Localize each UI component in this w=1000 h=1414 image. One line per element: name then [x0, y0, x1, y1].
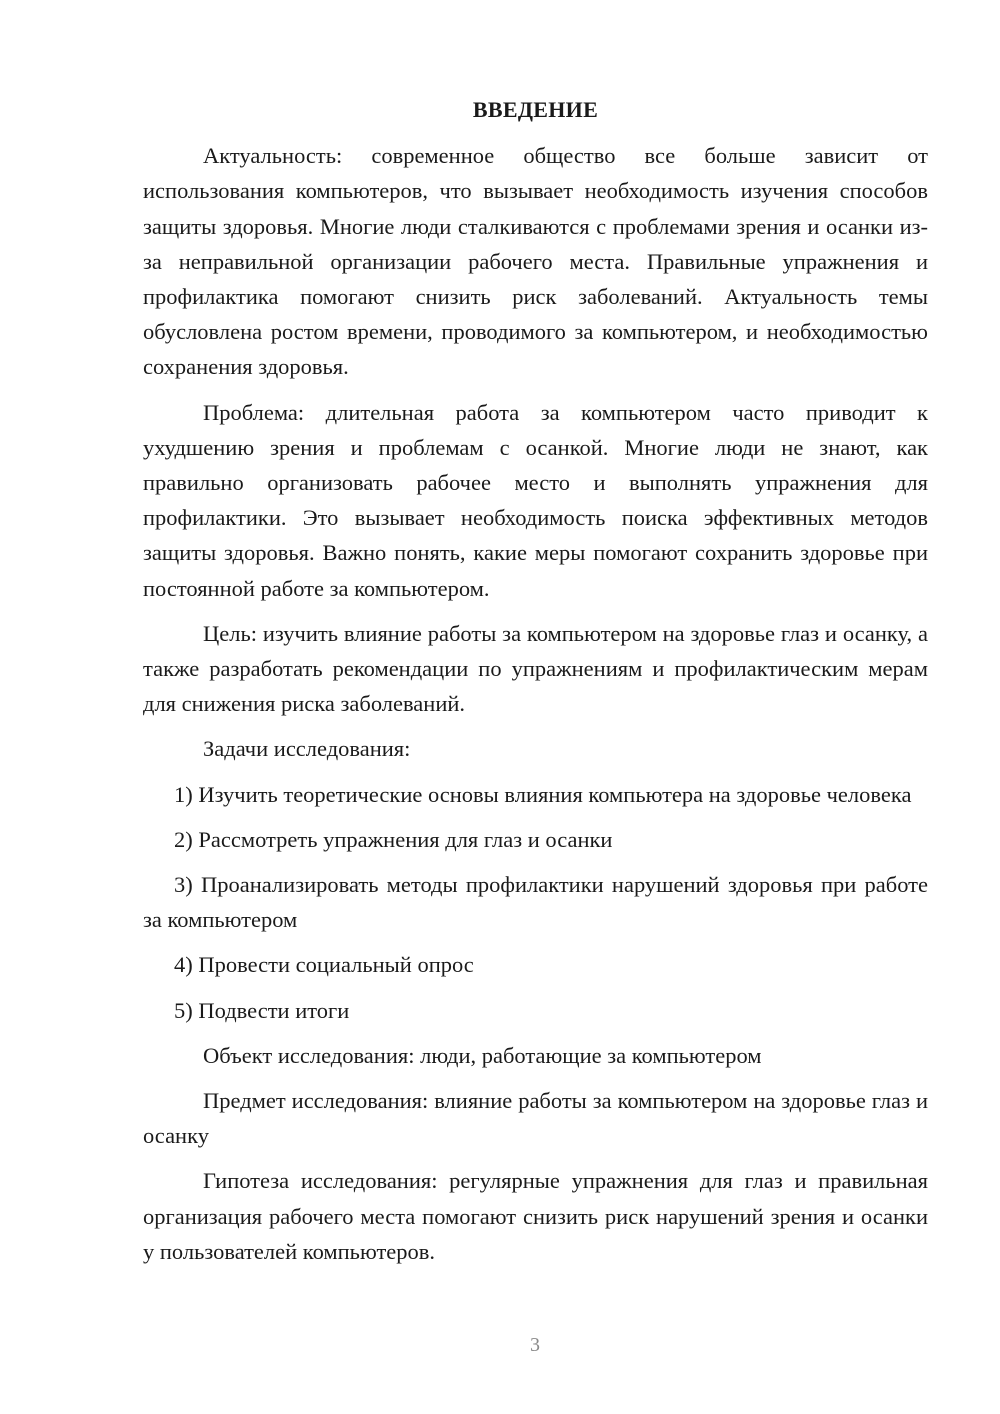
paragraph-object: Объект исследования: люди, работающие за компьютером: [203, 1042, 762, 1068]
task-item-3: 3) Проанализировать методы профилактики нарушений здоровья при работе за компьютером: [143, 872, 928, 933]
paragraph-goal: Цель: изучить влияние работы за компьютером на здоровье глаз и осанку, а также разработать рекомендации по упражнениям и профилактическим мерам для снижения риска заболеваний.: [143, 620, 928, 717]
task-item-4: 4) Провести социальный опрос: [174, 952, 474, 978]
page-number: 3: [530, 1334, 540, 1356]
task-item-1: 1) Изучить теоретические основы влияния компьютера на здоровье человека: [174, 781, 912, 807]
paragraph-relevance: Актуальность: современное общество все больше зависит от использования компьютеров, что вызывает необходимость изучения способов защиты здоровья. Многие люди сталкиваются с проблемами зрения и осанки из-за неправильной организации рабочего места. Правильные упражнения и профилактика помогают снизить риск заболеваний. Актуальность темы обусловлена ростом времени, проводимого за компьютером, и необходимостью сохранения здоровья.: [143, 143, 928, 380]
paragraph-tasks-heading: Задачи исследования:: [203, 736, 411, 762]
paragraph-hypothesis: Гипотеза исследования: регулярные упражнения для глаз и правильная организация рабочего места помогают снизить риск нарушений зрения и осанки у пользователей компьютеров.: [143, 1168, 928, 1264]
task-item-5: 5) Подвести итоги: [174, 997, 350, 1023]
task-item-2: 2) Рассмотреть упражнения для глаз и осанки: [174, 826, 613, 852]
paragraph-problem: Проблема: длительная работа за компьютером часто приводит к ухудшению зрения и проблемам с осанкой. Многие люди не знают, как правильно организовать рабочее место и выполнять упражнения для профилактики. Это вызывает необходимость поиска эффективных методов защиты здоровья. Важно понять, какие меры помогают сохранить здоровье при постоянной работе за компьютером.: [143, 399, 928, 601]
section-title: ВВЕДЕНИЕ: [472, 97, 599, 122]
document-body: [143, 92, 928, 1279]
paragraph-subject: Предмет исследования: влияние работы за компьютером на здоровье глаз и осанку: [143, 1088, 928, 1149]
